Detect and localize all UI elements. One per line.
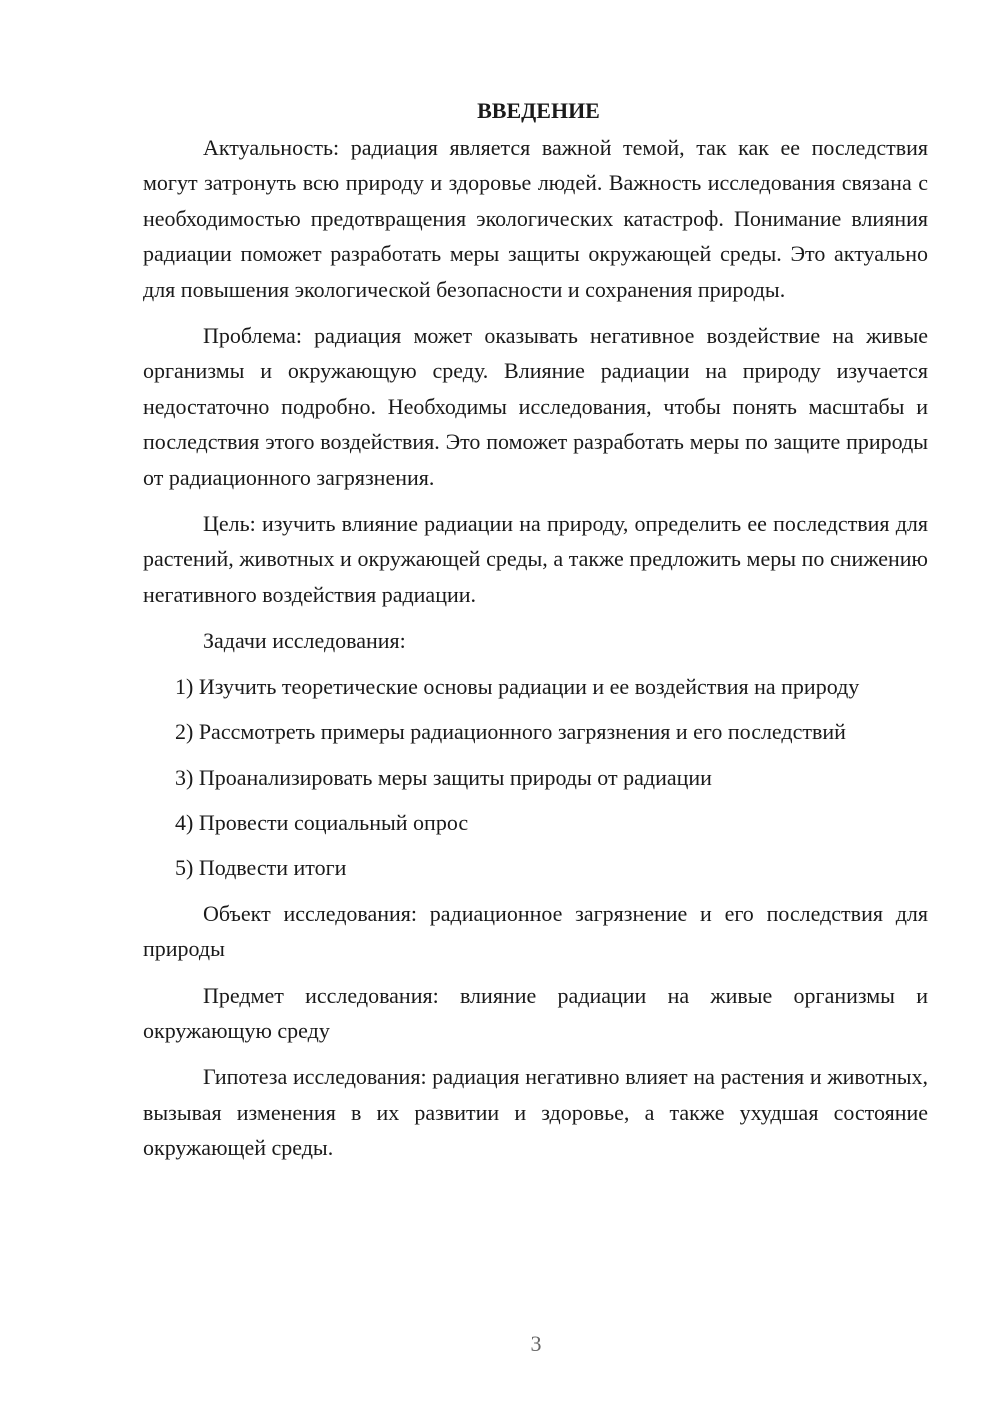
hypothesis-paragraph: Гипотеза исследования: радиация негативно влияет на растения и животных, вызывая изменения в их развитии и здоровье, а также ухудшая состояние окружающей среды.: [143, 1064, 928, 1161]
subject-paragraph: Предмет исследования: влияние радиации на живые организмы и окружающую среду: [143, 982, 928, 1043]
problem-paragraph: Проблема: радиация может оказывать негативное воздействие на живые организмы и окружающую среду. Влияние радиации на природу изучается недостаточно подробно. Необходимы исследования, чтобы понять масштабы и последствия этого воздействия. Это поможет разработать меры по защите природы от радиационного загрязнения.: [143, 323, 928, 490]
object-paragraph: Объект исследования: радиационное загрязнение и его последствия для природы: [143, 900, 928, 962]
document-page: [143, 93, 928, 1177]
tasks-list: [143, 669, 928, 886]
page-number: 3: [530, 1331, 542, 1356]
list-item: 3) Проанализировать меры защиты природы от радиации: [175, 764, 712, 790]
list-item: 5) Подвести итоги: [175, 855, 347, 881]
tasks-heading: Задачи исследования:: [203, 628, 406, 654]
list-item: 2) Рассмотреть примеры радиационного загрязнения и его последствий: [175, 719, 846, 745]
list-item: 4) Провести социальный опрос: [175, 809, 469, 835]
goal-paragraph: Цель: изучить влияние радиации на природу, определить ее последствия для растений, животных и окружающей среды, а также предложить меры по снижению негативного воздействия радиации.: [143, 511, 928, 607]
relevance-paragraph: Актуальность: радиация является важной темой, так как ее последствия могут затронуть всю природу и здоровье людей. Важность исследования связана с необходимостью предотвращения экологических катастроф. Понимание влияния радиации поможет разработать меры защиты окружающей среды. Это актуально для повышения экологической безопасности и сохранения природы.: [143, 135, 928, 302]
list-item: 1) Изучить теоретические основы радиации и ее воздействия на природу: [175, 673, 860, 699]
page-title: ВВЕДЕНИЕ: [477, 98, 600, 123]
